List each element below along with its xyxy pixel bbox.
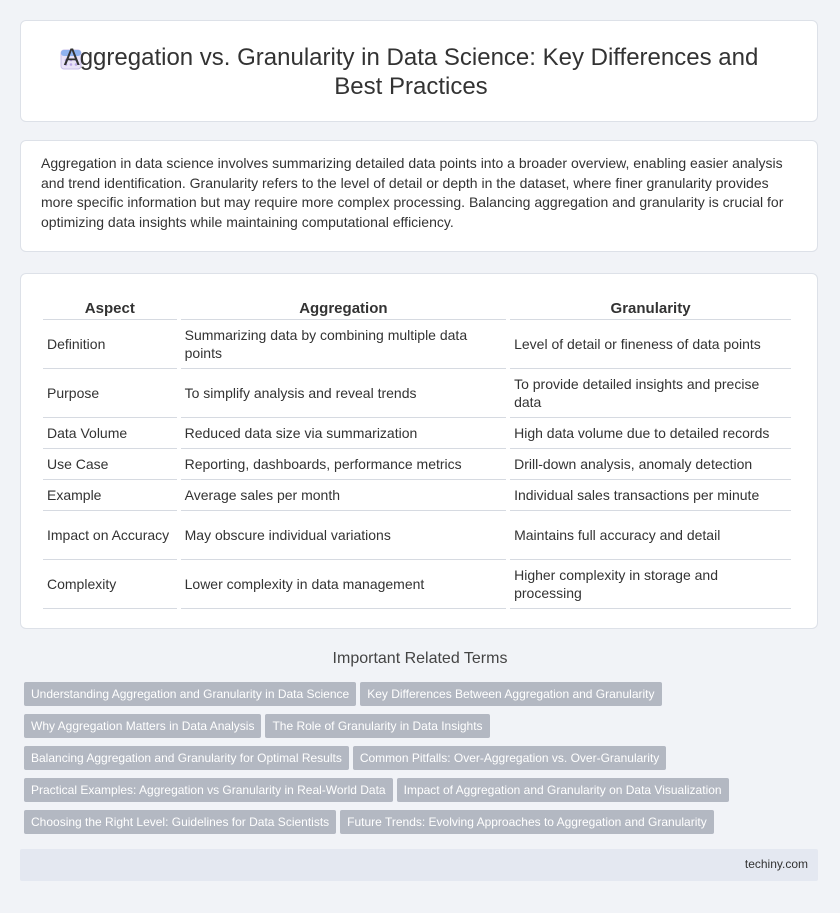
tag-row bbox=[24, 714, 824, 746]
row-granularity: To provide detailed insights and precise data bbox=[510, 369, 791, 418]
header-aspect: Aspect bbox=[43, 296, 177, 320]
row-aspect: Complexity bbox=[43, 560, 177, 609]
comparison-table bbox=[39, 296, 795, 609]
table-row bbox=[43, 449, 791, 480]
row-aspect: Impact on Accuracy bbox=[43, 511, 177, 560]
comparison-table-card bbox=[20, 273, 818, 629]
row-aspect: Purpose bbox=[43, 369, 177, 418]
related-term-link[interactable]: Understanding Aggregation and Granularity in Data Science bbox=[24, 682, 356, 706]
tag-row bbox=[24, 810, 824, 842]
table-row bbox=[43, 418, 791, 449]
row-aspect: Definition bbox=[43, 320, 177, 369]
row-granularity: Drill-down analysis, anomaly detection bbox=[510, 449, 791, 480]
footer-site-link[interactable]: techiny.com bbox=[744, 857, 808, 871]
related-term-link[interactable]: Common Pitfalls: Over-Aggregation vs. Over-Granularity bbox=[353, 746, 666, 770]
tag-row bbox=[24, 682, 824, 714]
row-aggregation: Lower complexity in data management bbox=[181, 560, 506, 609]
table-row bbox=[43, 480, 791, 511]
row-aggregation: May obscure individual variations bbox=[181, 511, 506, 560]
related-term-link[interactable]: Future Trends: Evolving Approaches to Aggregation and Granularity bbox=[340, 810, 714, 834]
table-header-row bbox=[43, 296, 791, 320]
table-row bbox=[43, 369, 791, 418]
related-terms-list bbox=[24, 682, 824, 842]
row-aspect: Data Volume bbox=[43, 418, 177, 449]
related-term-link[interactable]: Impact of Aggregation and Granularity on Data Visualization bbox=[397, 778, 729, 802]
row-aggregation: To simplify analysis and reveal trends bbox=[181, 369, 506, 418]
row-aspect: Use Case bbox=[43, 449, 177, 480]
row-granularity: Level of detail or fineness of data points bbox=[510, 320, 791, 369]
page-title: Aggregation vs. Granularity in Data Science: Key Differences and Best Practices bbox=[63, 44, 759, 100]
related-terms-title: Important Related Terms bbox=[332, 650, 508, 667]
row-granularity: Higher complexity in storage and processing bbox=[510, 560, 791, 609]
row-aggregation: Average sales per month bbox=[181, 480, 506, 511]
table-row bbox=[43, 560, 791, 609]
table-row bbox=[43, 511, 791, 560]
header-granularity: Granularity bbox=[510, 296, 791, 320]
row-granularity: Individual sales transactions per minute bbox=[510, 480, 791, 511]
intro-paragraph: Aggregation in data science involves summarizing detailed data points into a broader overview, enabling easier analysis and trend identification. Granularity refers to the level of detail or depth in the dataset, where finer granularity provides more specific information but may require more complex processing. Balancing aggregation and granularity is crucial for optimizing data insights while maintaining computational efficiency. bbox=[41, 155, 784, 230]
row-aggregation: Summarizing data by combining multiple data points bbox=[181, 320, 506, 369]
related-term-link[interactable]: Why Aggregation Matters in Data Analysis bbox=[24, 714, 261, 738]
row-granularity: Maintains full accuracy and detail bbox=[510, 511, 791, 560]
title-card bbox=[20, 20, 818, 122]
header-aggregation: Aggregation bbox=[181, 296, 506, 320]
table-row bbox=[43, 320, 791, 369]
related-term-link[interactable]: Choosing the Right Level: Guidelines for Data Scientists bbox=[24, 810, 336, 834]
related-term-link[interactable]: Practical Examples: Aggregation vs Granularity in Real-World Data bbox=[24, 778, 393, 802]
row-aggregation: Reduced data size via summarization bbox=[181, 418, 506, 449]
intro-card bbox=[20, 140, 818, 252]
footer bbox=[20, 849, 818, 881]
related-term-link[interactable]: Balancing Aggregation and Granularity for Optimal Results bbox=[24, 746, 349, 770]
related-term-link[interactable]: Key Differences Between Aggregation and Granularity bbox=[360, 682, 661, 706]
row-aspect: Example bbox=[43, 480, 177, 511]
tag-row bbox=[24, 778, 824, 810]
tag-row bbox=[24, 746, 824, 778]
row-aggregation: Reporting, dashboards, performance metrics bbox=[181, 449, 506, 480]
related-term-link[interactable]: The Role of Granularity in Data Insights bbox=[265, 714, 489, 738]
row-granularity: High data volume due to detailed records bbox=[510, 418, 791, 449]
